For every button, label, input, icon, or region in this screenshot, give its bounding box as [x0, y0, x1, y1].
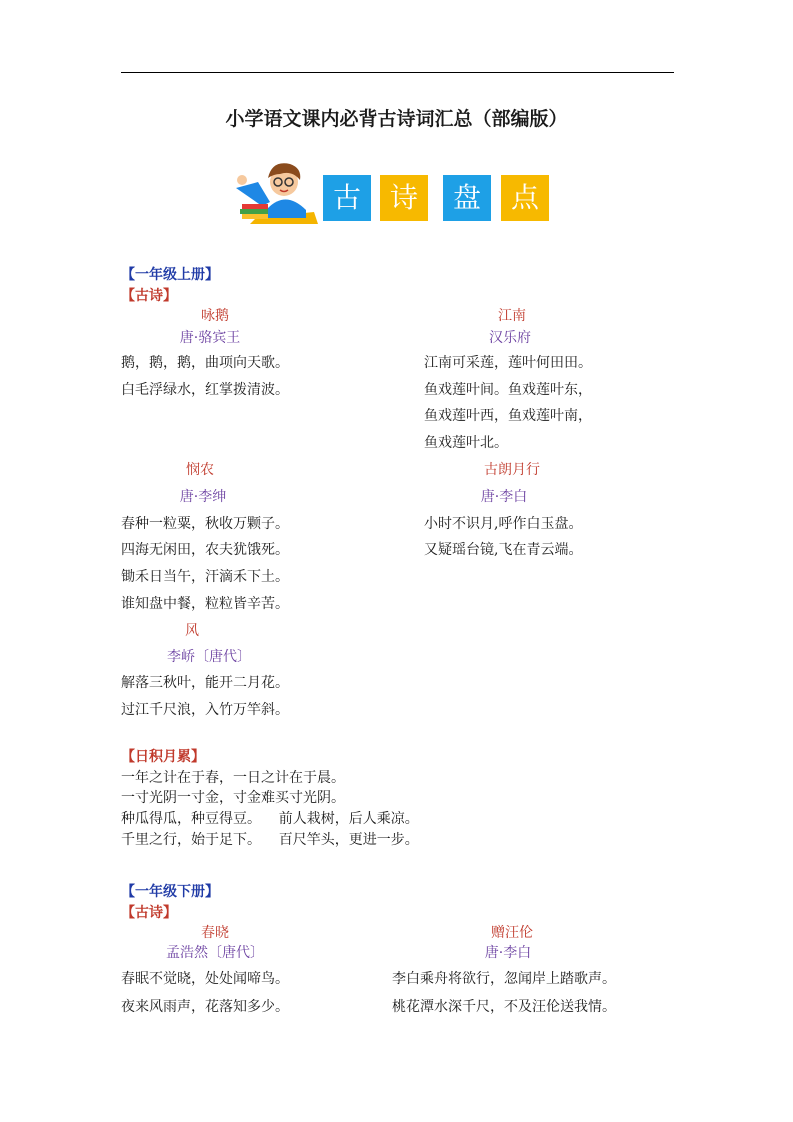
poem-line: 李白乘舟将欲行，忽闻岸上踏歌声。 [392, 971, 616, 987]
poem-author: 唐·李白 [480, 489, 528, 505]
poem-line: 小时不识月,呼作白玉盘。 [424, 516, 583, 532]
banner-char-4: 点 [501, 175, 549, 221]
poem-line: 解落三秋叶，能开二月花。 [121, 675, 289, 691]
accumulate-line: 千里之行，始于足下。 百尺竿头，更进一步。 [121, 832, 419, 848]
poem-line: 鱼戏莲叶间。鱼戏莲叶东， [424, 382, 592, 398]
top-rule [121, 72, 674, 73]
section-heading-grade1-down: 【一年级下册】 [121, 884, 219, 900]
poem-author: 唐·骆宾王 [179, 330, 241, 346]
poem-title: 古朗月行 [484, 462, 540, 478]
poem-author: 唐·李白 [484, 945, 532, 961]
poem-line: 鱼戏莲叶西，鱼戏莲叶南， [424, 408, 592, 424]
poem-title: 悯农 [186, 462, 214, 478]
poem-title: 江南 [498, 308, 526, 324]
poem-line: 夜来风雨声，花落知多少。 [121, 999, 289, 1015]
poem-line: 春眠不觉晓，处处闻啼鸟。 [121, 971, 289, 987]
poem-author: 孟浩然〔唐代〕 [166, 945, 264, 961]
poem-author: 汉乐府 [489, 330, 531, 346]
accumulate-line: 种瓜得瓜，种豆得豆。 前人栽树，后人乘凉。 [121, 811, 419, 827]
poem-line: 谁知盘中餐，粒粒皆辛苦。 [121, 596, 289, 612]
poem-author: 唐·李绅 [179, 489, 227, 505]
poem-line: 又疑瑶台镜,飞在青云端。 [424, 542, 583, 558]
poem-line: 江南可采莲，莲叶何田田。 [424, 355, 592, 371]
accumulate-label: 【日积月累】 [121, 749, 205, 765]
poem-line: 鹅，鹅，鹅，曲项向天歌。 [121, 355, 289, 371]
poem-title: 春晓 [201, 925, 229, 941]
poem-line: 桃花潭水深千尺，不及汪伦送我情。 [392, 999, 616, 1015]
accumulate-line: 一年之计在于春，一日之计在于晨。 [121, 770, 345, 786]
poem-line: 白毛浮绿水，红掌拨清波。 [121, 382, 289, 398]
section-heading-grade1-up: 【一年级上册】 [121, 267, 219, 283]
poems-label: 【古诗】 [121, 905, 177, 921]
poem-line: 锄禾日当午，汗滴禾下土。 [121, 569, 289, 585]
poem-title: 风 [185, 623, 199, 639]
accumulate-line: 一寸光阴一寸金，寸金难买寸光阴。 [121, 790, 345, 806]
poem-line: 鱼戏莲叶北。 [424, 435, 508, 451]
poem-author: 李峤〔唐代〕 [167, 649, 251, 665]
banner-char-3: 盘 [443, 175, 491, 221]
poem-line: 过江千尺浪，入竹万竿斜。 [121, 702, 289, 718]
document-title: 小学语文课内必背古诗词汇总（部编版） [225, 108, 568, 130]
poem-title: 赠汪伦 [491, 925, 533, 941]
banner-char-1: 古 [323, 175, 371, 221]
poem-title: 咏鹅 [201, 308, 229, 324]
banner-char-2: 诗 [380, 175, 428, 221]
student-reading-illustration [228, 160, 320, 226]
poem-line: 春种一粒粟，秋收万颗子。 [121, 516, 289, 532]
poems-label: 【古诗】 [121, 288, 177, 304]
poem-line: 四海无闲田，农夫犹饿死。 [121, 542, 289, 558]
